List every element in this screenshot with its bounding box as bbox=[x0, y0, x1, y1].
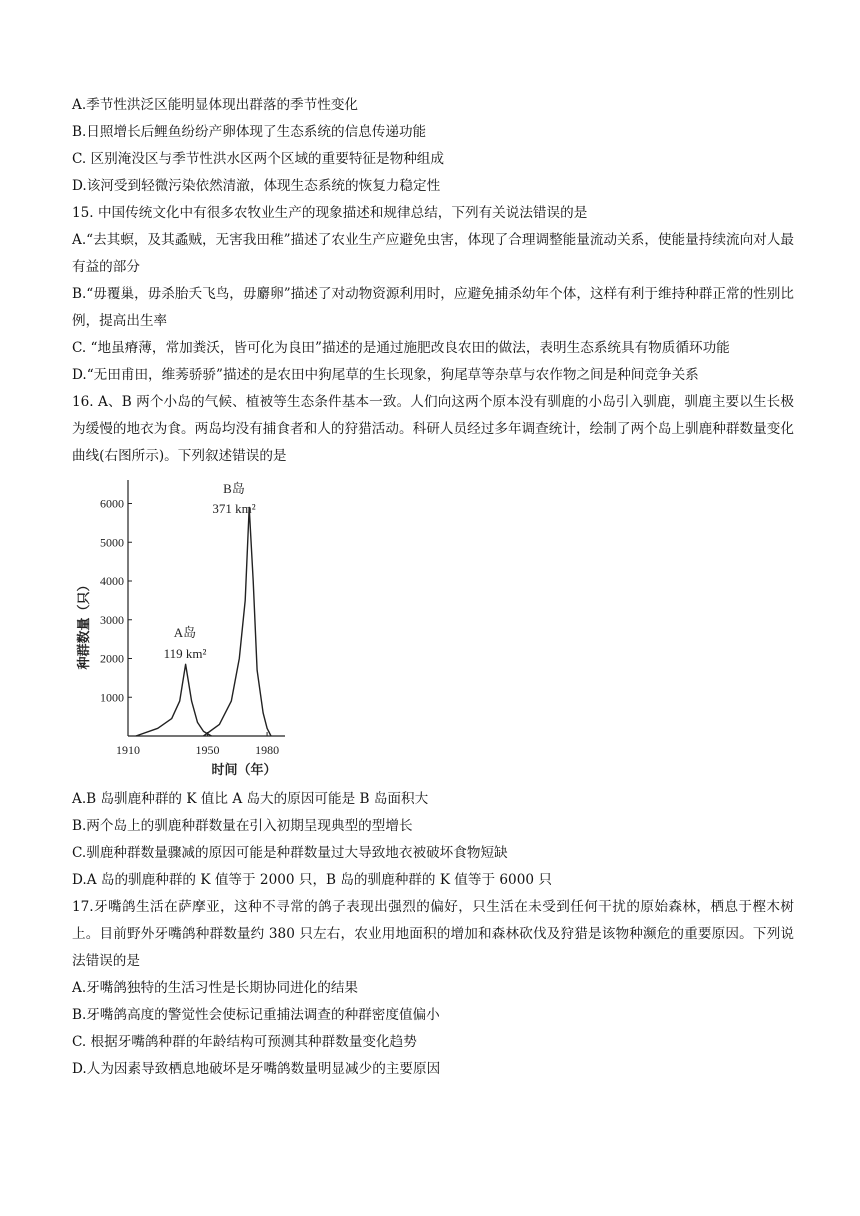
q16-option-b: B.两个岛上的驯鹿种群数量在引入初期呈现典型的型增长 bbox=[72, 818, 413, 834]
q16-stem: 16. A、B 两个小岛的气候、植被等生态条件基本一致。人们向这两个原本没有驯鹿的小岛引入驯鹿，驯鹿主要以生长极为缓慢的地衣为食。两岛均没有捕食者和人的狩猎活动。科研人员经过多年调查统计，绘制了两个岛上驯鹿种群数量变化曲线(右图所示)。下列叙述错误的是 bbox=[72, 394, 794, 464]
y-axis-label: 种群数量（只） bbox=[76, 578, 91, 670]
y-tick-label: 3000 bbox=[100, 612, 124, 627]
y-tick-label: 4000 bbox=[100, 574, 124, 588]
q15-stem: 15. 中国传统文化中有很多农牧业生产的现象描述和规律总结，下列有关说法错误的是 bbox=[72, 205, 588, 221]
q17-option-a: A.牙嘴鸽独特的生活习性是长期协同进化的结果 bbox=[72, 980, 359, 996]
q16-option-d: D.A 岛的驯鹿种群的 K 值等于 2000 只，B 岛的驯鹿种群的 K 值等于 6000 只 bbox=[72, 872, 552, 888]
q14-option-c: C. 区别淹没区与季节性洪水区两个区域的重要特征是物种组成 bbox=[72, 151, 444, 167]
q17-option-c: C. 根据牙嘴鸽种群的年龄结构可预测其种群数量变化趋势 bbox=[72, 1034, 417, 1050]
series-a-name: A岛 bbox=[173, 625, 197, 640]
q17-option-d: D.人为因素导致栖息地破坏是牙嘴鸽数量明显减少的主要原因 bbox=[72, 1061, 441, 1077]
x-tick-label: 1980 bbox=[255, 743, 280, 757]
population-chart-svg bbox=[72, 474, 292, 786]
q17-option-b: B.牙嘴鸽高度的警觉性会使标记重捕法调查的种群密度值偏小 bbox=[72, 1007, 440, 1023]
q15-option-a: A.“去其螟，及其蟊贼，无害我田稚”描述了农业生产应避免虫害，体现了合理调整能量流动关系，使能量持续流向对人最有益的部分 bbox=[72, 232, 794, 275]
series-b-line bbox=[204, 507, 272, 736]
population-chart bbox=[72, 474, 794, 786]
y-tick-label: 1000 bbox=[100, 690, 124, 705]
series-a-line bbox=[136, 664, 212, 736]
series-b-name: B岛 bbox=[223, 481, 245, 496]
y-tick-label: 2000 bbox=[100, 651, 124, 666]
series-b-area: 371 km² bbox=[212, 501, 256, 516]
x-tick-label: 1910 bbox=[116, 743, 140, 757]
exam-page bbox=[72, 92, 794, 1083]
q16-option-a: A.B 岛驯鹿种群的 K 值比 A 岛大的原因可能是 B 岛面积大 bbox=[72, 791, 429, 807]
y-tick-label: 5000 bbox=[100, 535, 124, 550]
y-tick-label: 6000 bbox=[100, 496, 124, 511]
q14-option-a: A.季节性洪泛区能明显体现出群落的季节性变化 bbox=[72, 97, 359, 113]
x-axis-label: 时间（年） bbox=[211, 762, 277, 777]
q16-option-c: C.驯鹿种群数量骤减的原因可能是种群数量过大导致地衣被破坏食物短缺 bbox=[72, 845, 508, 861]
q15-option-d: D.“无田甫田，维莠骄骄”描述的是农田中狗尾草的生长现象，狗尾草等杂草与农作物之间是种间竞争关系 bbox=[72, 367, 699, 383]
q15-option-b: B.“毋覆巢，毋杀胎夭飞鸟，毋麝卵”描述了对动物资源利用时，应避免捕杀幼年个体，这样有利于维持种群正常的性别比例，提高出生率 bbox=[72, 286, 794, 329]
series-a-area: 119 km² bbox=[163, 646, 207, 661]
q15-option-c: C. “地虽瘠薄，常加粪沃，皆可化为良田”描述的是通过施肥改良农田的做法，表明生态系统具有物质循环功能 bbox=[72, 340, 730, 356]
q14-option-d: D.该河受到轻微污染依然清澈，体现生态系统的恢复力稳定性 bbox=[72, 178, 441, 194]
x-tick-label: 1950 bbox=[195, 743, 220, 757]
q14-option-b: B.日照增长后鲤鱼纷纷产卵体现了生态系统的信息传递功能 bbox=[72, 124, 427, 140]
q17-stem: 17.牙嘴鸽生活在萨摩亚，这种不寻常的鸽子表现出强烈的偏好，只生活在未受到任何干扰的原始森林，栖息于樫木树上。目前野外牙嘴鸽种群数量约 380 只左右，农业用地面积的增加和森林砍伐及狩猎是该物种濒危的重要原因。下列说法错误的是 bbox=[72, 899, 794, 969]
